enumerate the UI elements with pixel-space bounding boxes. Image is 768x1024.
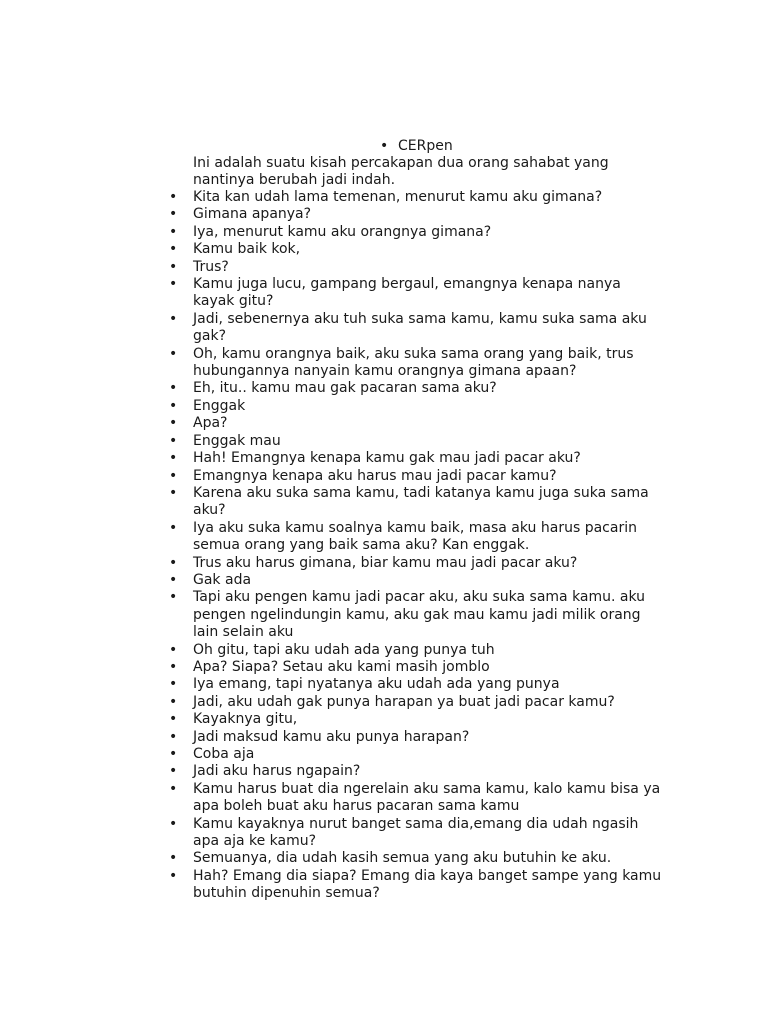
dialogue-line bbox=[0, 729, 663, 746]
dialogue-line bbox=[0, 450, 663, 467]
dialogue-text: Jadi, aku udah gak punya harapan ya buat jadi pacar kamu? bbox=[193, 693, 615, 710]
dialogue-line bbox=[0, 241, 663, 258]
dialogue-text: Kayaknya gitu, bbox=[193, 711, 298, 728]
dialogue-line bbox=[0, 746, 663, 763]
dialogue-line bbox=[0, 346, 663, 381]
bullet-icon: • bbox=[169, 450, 178, 467]
dialogue-text: Eh, itu.. kamu mau gak pacaran sama aku? bbox=[193, 380, 497, 397]
bullet-icon: • bbox=[169, 693, 178, 710]
dialogue-text: Jadi maksud kamu aku punya harapan? bbox=[193, 728, 470, 745]
dialogue-line bbox=[0, 763, 663, 780]
dialogue-line bbox=[0, 816, 663, 851]
bullet-icon: • bbox=[169, 571, 178, 588]
dialogue-text: Hah? Emang dia siapa? Emang dia kaya banget sampe yang kamu butuhin dipenuhin semua? bbox=[193, 867, 662, 902]
dialogue-line bbox=[0, 415, 663, 432]
bullet-icon: • bbox=[169, 519, 178, 536]
bullet-icon: • bbox=[169, 397, 178, 414]
dialogue-text: Iya emang, tapi nyatanya aku udah ada yang punya bbox=[193, 676, 560, 693]
dialogue-text: Iya aku suka kamu soalnya kamu baik, masa aku harus pacarin semua orang yang baik sama aku? Kan enggak. bbox=[193, 519, 637, 554]
bullet-icon: • bbox=[169, 867, 178, 884]
dialogue-list bbox=[0, 189, 663, 903]
dialogue-text: Enggak mau bbox=[193, 432, 281, 449]
dialogue-text: Enggak bbox=[193, 397, 246, 414]
dialogue-line bbox=[0, 311, 663, 346]
dialogue-line bbox=[0, 398, 663, 415]
dialogue-line bbox=[0, 259, 663, 276]
bullet-icon: • bbox=[169, 432, 178, 449]
bullet-icon: • bbox=[169, 241, 178, 258]
bullet-icon: • bbox=[380, 138, 389, 154]
bullet-icon: • bbox=[169, 189, 178, 205]
dialogue-text: Kamu baik kok, bbox=[193, 241, 301, 258]
dialogue-line bbox=[0, 589, 663, 641]
dialogue-line bbox=[0, 189, 663, 206]
bullet-icon: • bbox=[169, 415, 178, 432]
bullet-icon: • bbox=[169, 641, 178, 658]
dialogue-line bbox=[0, 520, 663, 555]
dialogue-line bbox=[0, 868, 663, 903]
intro-paragraph: Ini adalah suatu kisah percakapan dua orang sahabat yang nantinya berubah jadi indah. bbox=[193, 155, 609, 189]
bullet-icon: • bbox=[169, 746, 178, 762]
dialogue-text: Oh gitu, tapi aku udah ada yang punya tuh bbox=[193, 641, 495, 658]
bullet-icon: • bbox=[169, 728, 178, 745]
bullet-icon: • bbox=[169, 276, 178, 293]
dialogue-text: Apa? Siapa? Setau aku kami masih jomblo bbox=[193, 658, 490, 675]
dialogue-text: Kamu harus buat dia ngerelain aku sama kamu, kalo kamu bisa ya apa boleh buat aku harus pacaran sama kamu bbox=[193, 780, 661, 815]
dialogue-line bbox=[0, 642, 663, 659]
dialogue-line bbox=[0, 224, 663, 241]
bullet-icon: • bbox=[169, 310, 178, 327]
bullet-icon: • bbox=[169, 484, 178, 501]
bullet-icon: • bbox=[169, 676, 178, 693]
bullet-icon: • bbox=[169, 345, 178, 362]
dialogue-text: Iya, menurut kamu aku orangnya gimana? bbox=[193, 223, 492, 240]
dialogue-line bbox=[0, 485, 663, 520]
dialogue-line bbox=[0, 711, 663, 728]
dialogue-line bbox=[0, 380, 663, 397]
dialogue-text: Gak ada bbox=[193, 571, 252, 588]
dialogue-text: Apa? bbox=[193, 415, 228, 432]
dialogue-line bbox=[0, 572, 663, 589]
bullet-icon: • bbox=[169, 380, 178, 397]
dialogue-text: Trus aku harus gimana, biar kamu mau jadi pacar aku? bbox=[193, 554, 578, 571]
dialogue-line bbox=[0, 468, 663, 485]
dialogue-text: Kamu kayaknya nurut banget sama dia,emang dia udah ngasih apa aja ke kamu? bbox=[193, 815, 639, 850]
dialogue-line bbox=[0, 781, 663, 816]
dialogue-text: Jadi, sebenernya aku tuh suka sama kamu, kamu suka sama aku gak? bbox=[193, 310, 647, 345]
bullet-icon: • bbox=[169, 763, 178, 780]
bullet-icon: • bbox=[169, 467, 178, 484]
dialogue-text: Gimana apanya? bbox=[193, 206, 312, 223]
dialogue-text: Jadi aku harus ngapain? bbox=[193, 763, 361, 780]
dialogue-line bbox=[0, 659, 663, 676]
bullet-icon: • bbox=[169, 658, 178, 675]
document-title: CERpen bbox=[398, 138, 453, 154]
dialogue-text: Tapi aku pengen kamu jadi pacar aku, aku suka sama kamu. aku pengen ngelindungin kamu, aku gak mau kamu jadi milik orang lain selain aku bbox=[193, 589, 646, 641]
bullet-icon: • bbox=[169, 554, 178, 571]
dialogue-text: Coba aja bbox=[193, 746, 255, 762]
dialogue-line bbox=[0, 850, 663, 867]
bullet-icon: • bbox=[169, 223, 178, 240]
dialogue-text: Trus? bbox=[193, 258, 229, 275]
bullet-icon: • bbox=[169, 206, 178, 223]
dialogue-line bbox=[0, 206, 663, 223]
dialogue-line bbox=[0, 676, 663, 693]
bullet-icon: • bbox=[169, 780, 178, 797]
dialogue-text: Emangnya kenapa aku harus mau jadi pacar kamu? bbox=[193, 467, 557, 484]
bullet-icon: • bbox=[169, 711, 178, 728]
bullet-icon: • bbox=[169, 815, 178, 832]
dialogue-line bbox=[0, 276, 663, 311]
dialogue-line bbox=[0, 694, 663, 711]
dialogue-text: Hah! Emangnya kenapa kamu gak mau jadi pacar aku? bbox=[193, 450, 581, 467]
bullet-icon: • bbox=[169, 589, 178, 606]
dialogue-line bbox=[0, 555, 663, 572]
bullet-icon: • bbox=[169, 258, 178, 275]
dialogue-line bbox=[0, 433, 663, 450]
dialogue-text: Karena aku suka sama kamu, tadi katanya kamu juga suka sama aku? bbox=[193, 484, 649, 519]
dialogue-text: Kamu juga lucu, gampang bergaul, emangnya kenapa nanya kayak gitu? bbox=[193, 276, 621, 310]
bullet-icon: • bbox=[169, 850, 178, 867]
dialogue-text: Semuanya, dia udah kasih semua yang aku butuhin ke aku. bbox=[193, 850, 612, 867]
dialogue-text: Oh, kamu orangnya baik, aku suka sama orang yang baik, trus hubungannya nanyain kamu orangnya gimana apaan? bbox=[193, 345, 634, 380]
dialogue-text: Kita kan udah lama temenan, menurut kamu aku gimana? bbox=[193, 189, 603, 205]
